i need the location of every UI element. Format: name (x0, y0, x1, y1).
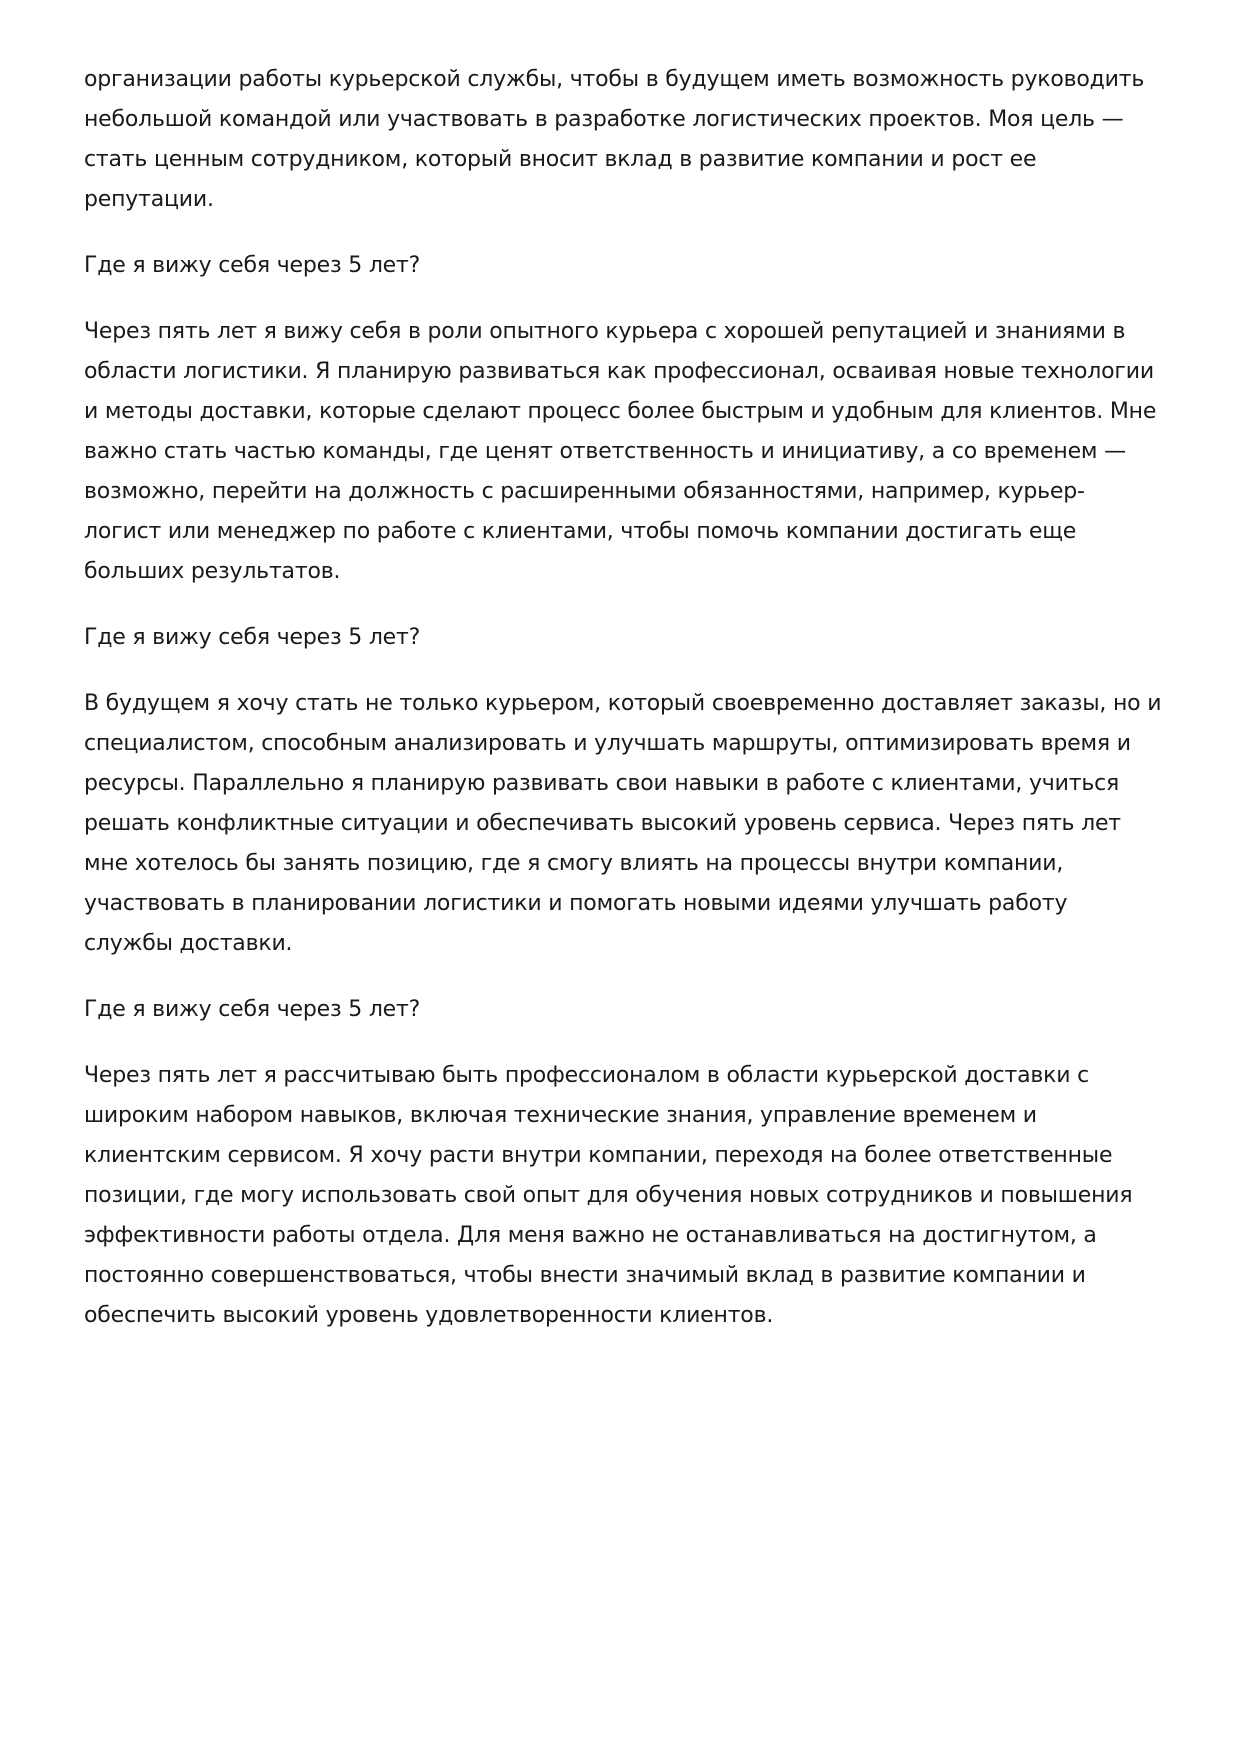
paragraph-answer-2: В будущем я хочу стать не только курьером, который своевременно доставляет заказы, но и специалистом, способным анализировать и улучшать маршруты, оптимизировать время и ресурсы. Параллельно я планирую развивать свои навыки в работе с клиентами, учиться решать конфликтные ситуации и обеспечивать высокий уровень сервиса. Через пять лет мне хотелось бы занять позицию, где я смогу влиять на процессы внутри компании, участвовать в планировании логистики и помогать новыми идеями улучшать работу службы доставки. (84, 691, 1162, 956)
spacer (84, 964, 1164, 990)
spacer (84, 286, 1164, 312)
section-heading: Где я вижу себя через 5 лет? (84, 997, 421, 1022)
section-heading: Где я вижу себя через 5 лет? (84, 625, 421, 650)
section-heading: Где я вижу себя через 5 лет? (84, 253, 421, 278)
document-body (84, 60, 1164, 1336)
spacer (84, 1030, 1164, 1056)
paragraph-answer-3: Через пять лет я рассчитываю быть профессионалом в области курьерской доставки с широким набором навыков, включая технические знания, управление временем и клиентским сервисом. Я хочу расти внутри компании, переходя на более ответственные позиции, где могу использовать свой опыт для обучения новых сотрудников и повышения эффективности работы отдела. Для меня важно не останавливаться на достигнутом, а постоянно совершенствоваться, чтобы внести значимый вклад в развитие компании и обеспечить высокий уровень удовлетворенности клиентов. (84, 1063, 1133, 1328)
spacer (84, 658, 1164, 684)
paragraph-answer-1: Через пять лет я вижу себя в роли опытного курьера с хорошей репутацией и знаниями в области логистики. Я планирую развиваться как профессионал, осваивая новые технологии и методы доставки, которые сделают процесс более быстрым и удобным для клиентов. Мне важно стать частью команды, где ценят ответственность и инициативу, а со временем — возможно, перейти на должность с расширенными обязанностями, например, курьер- логист или менеджер по работе с клиентами, чтобы помочь компании достигать еще больших результатов. (84, 319, 1157, 584)
paragraph-intro-continuation: организации работы курьерской службы, чтобы в будущем иметь возможность руководить небольшой командой или участвовать в разработке логистических проектов. Моя цель — стать ценным сотрудником, который вносит вклад в развитие компании и рост ее репутации. (84, 67, 1145, 212)
spacer (84, 592, 1164, 618)
spacer (84, 220, 1164, 246)
